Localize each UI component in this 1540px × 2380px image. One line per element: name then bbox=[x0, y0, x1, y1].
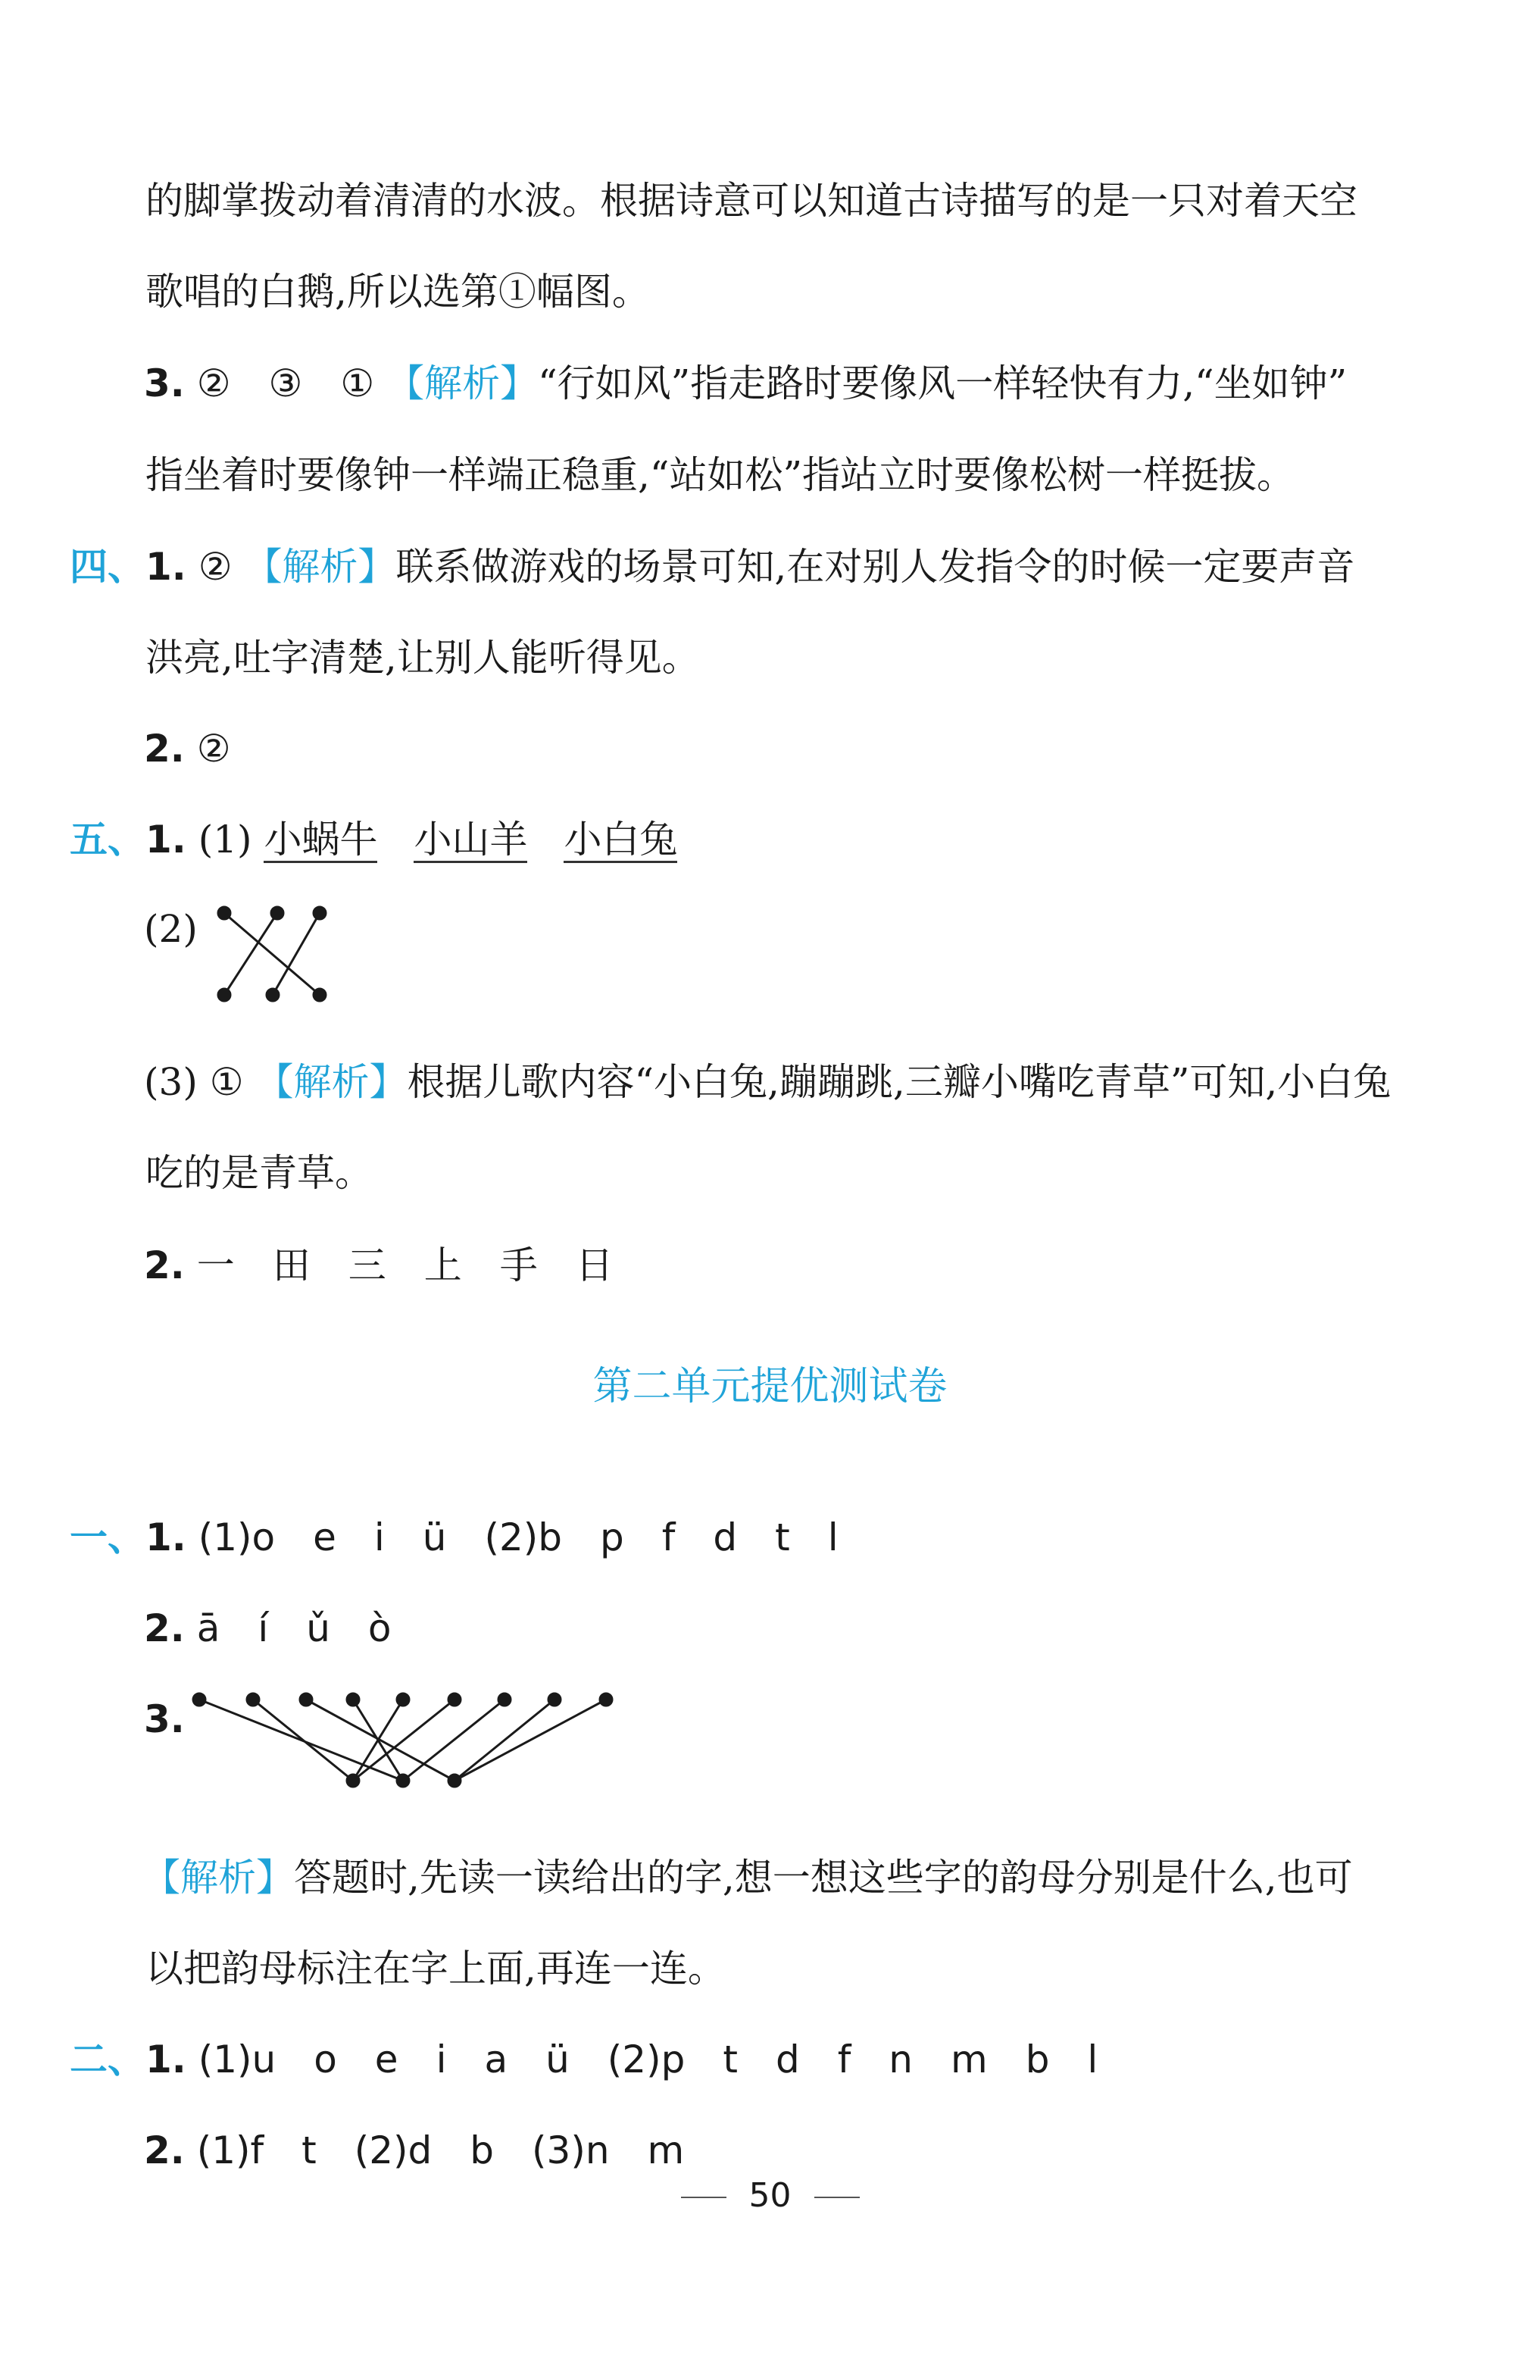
intro-line-1: 的脚掌拨动着清清的水波。根据诗意可以知道古诗描写的是一只对着天空 bbox=[145, 179, 1357, 223]
section-label: 五、 bbox=[70, 818, 145, 862]
footer-dash-left bbox=[681, 2197, 726, 2198]
analysis-text: “行如风”指走路时要像风一样轻快有力,“坐如钟” bbox=[538, 361, 1348, 405]
answer: ② bbox=[196, 727, 231, 771]
section-label: 一、 bbox=[70, 1515, 145, 1559]
item-number: 1. bbox=[145, 545, 186, 589]
page-footer bbox=[0, 2173, 1540, 2219]
analysis-text-continued: 洪亮,吐字清楚,让别人能听得见。 bbox=[145, 636, 700, 680]
analysis-text: 联系做游戏的场景可知,在对别人发指令的时候一定要声音 bbox=[395, 545, 1355, 589]
footer-dash-right bbox=[814, 2197, 860, 2198]
analysis-tag: 【解析】 bbox=[386, 361, 539, 405]
sub-label: (3) bbox=[144, 1060, 198, 1104]
sub-label: (1) bbox=[198, 818, 252, 862]
u2-item-3-analysis bbox=[142, 1855, 1353, 1900]
answer: (1)f t (2)d b (3)n m bbox=[196, 2128, 685, 2172]
answer: (1)u o e i a ü (2)p t d f n m b l bbox=[198, 2038, 1098, 2081]
u2-section-2-item-2 bbox=[144, 2128, 684, 2173]
item-number: 1. bbox=[145, 1515, 186, 1559]
item-number: 2. bbox=[144, 1243, 185, 1287]
analysis-text: 根据儿歌内容“小白兔,蹦蹦跳,三瓣小嘴吃青草”可知,小白兔 bbox=[407, 1060, 1392, 1104]
page-number: 50 bbox=[748, 2176, 792, 2215]
item-number: 1. bbox=[145, 2038, 186, 2081]
answer-characters: 一 田 三 上 手 日 bbox=[196, 1243, 614, 1287]
analysis-tag: 【解析】 bbox=[142, 1856, 294, 1900]
answer-word: 小蜗牛 bbox=[264, 818, 378, 862]
item-number: 3. bbox=[144, 361, 185, 405]
answer: ① bbox=[209, 1060, 244, 1104]
analysis-text-continued: 以把韵母标注在字上面,再连一连。 bbox=[145, 1947, 726, 1991]
analysis-text: 答题时,先读一读给出的字,想一想这些字的韵母分别是什么,也可 bbox=[294, 1856, 1353, 1900]
item-number: 3. bbox=[144, 1697, 185, 1741]
item-number: 2. bbox=[144, 1606, 185, 1650]
answer-word: 小山羊 bbox=[414, 818, 528, 862]
intro-line-2: 歌唱的白鹅,所以选第①幅图。 bbox=[145, 270, 650, 314]
analysis-tag: 【解析】 bbox=[255, 1060, 408, 1104]
sub-label: (2) bbox=[144, 907, 198, 951]
answer: ② bbox=[198, 545, 233, 589]
item-number: 2. bbox=[144, 2128, 185, 2172]
item-number: 1. bbox=[145, 818, 186, 862]
u2-section-2-item-1 bbox=[70, 2037, 1098, 2082]
section-label: 四、 bbox=[70, 545, 145, 589]
analysis-tag: 【解析】 bbox=[244, 545, 396, 589]
analysis-text-continued: 吃的是青草。 bbox=[145, 1151, 373, 1195]
analysis-text-continued: 指坐着时要像钟一样端正稳重,“站如松”指站立时要像松树一样挺拔。 bbox=[145, 453, 1295, 497]
answer: ② ③ ① bbox=[196, 361, 375, 405]
item-number: 2. bbox=[144, 727, 185, 771]
answer: (1)o e i ü (2)b p f d t l bbox=[198, 1515, 839, 1559]
answer-word: 小白兔 bbox=[564, 818, 678, 862]
answer: ā í ǔ ò bbox=[196, 1606, 392, 1650]
section-label: 二、 bbox=[70, 2038, 145, 2081]
unit-title: 第二单元提优测试卷 bbox=[592, 1364, 948, 1409]
